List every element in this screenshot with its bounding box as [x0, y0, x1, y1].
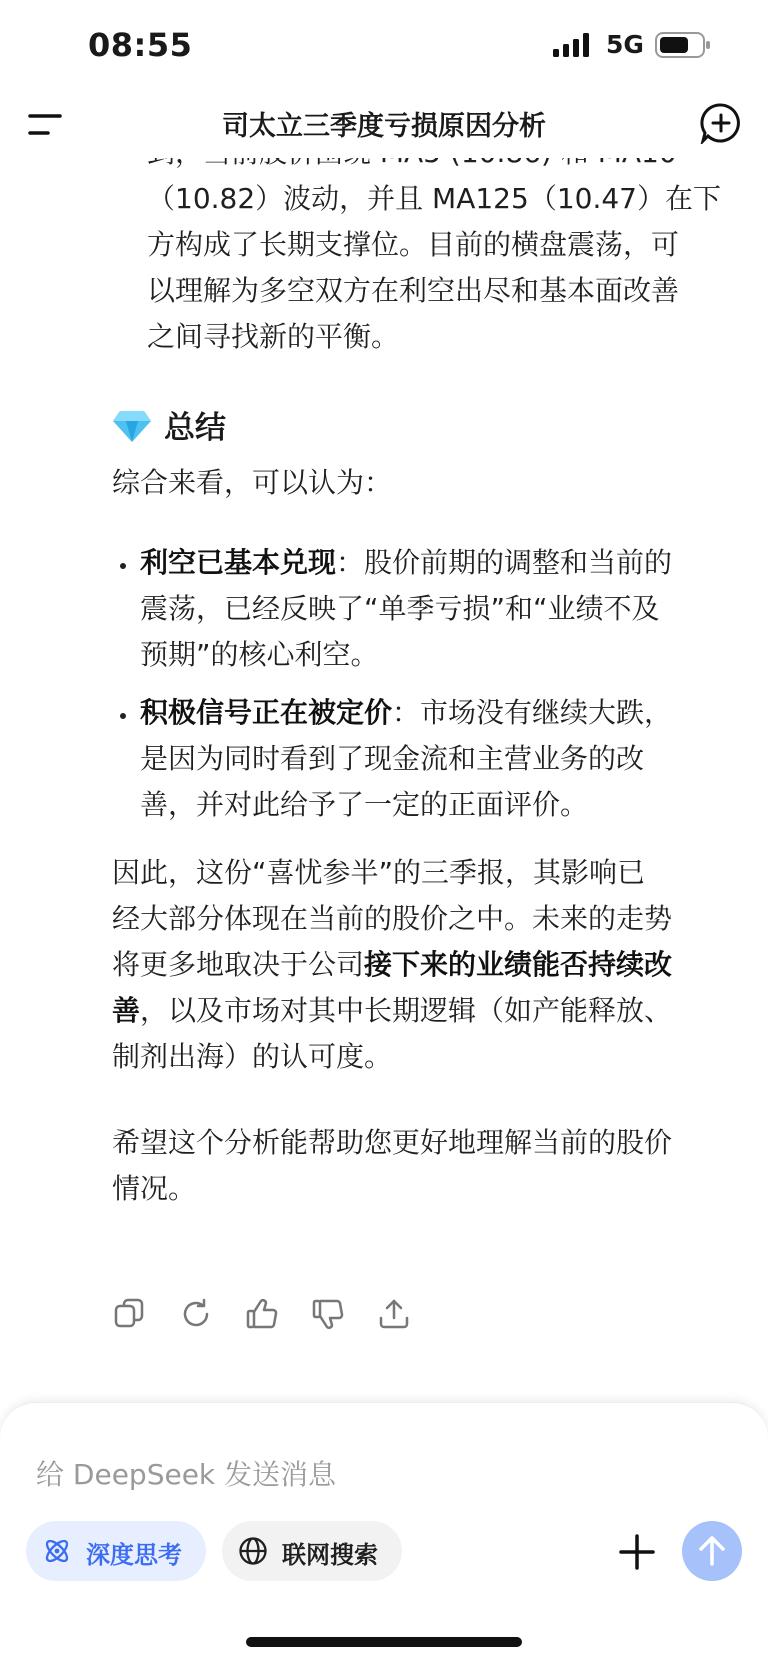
conclusion-bold: 接下来的业绩能否持续改 [364, 948, 673, 981]
thumbs-down-button[interactable] [310, 1296, 346, 1332]
summary-lead: 综合来看，可以认为： [112, 466, 393, 499]
message-text-line: （10.82）波动，并且 MA125（10.47）在下 [147, 182, 721, 215]
new-chat-icon [700, 102, 742, 144]
gem-icon [112, 409, 152, 443]
bullet-item-2-text: ：市场没有继续大跌， [392, 696, 673, 729]
network-type: 5G [606, 30, 644, 59]
cellular-signal-icon [553, 33, 593, 57]
conclusion-line [112, 988, 737, 1034]
thumbs-up-icon [244, 1296, 280, 1332]
message-text-line: 以理解为多空双方在利空出尽和基本面改善 [147, 274, 680, 307]
atom-icon [42, 1536, 72, 1566]
send-button[interactable] [682, 1521, 742, 1581]
copy-icon [112, 1296, 148, 1332]
globe-icon [238, 1536, 268, 1566]
web-search-label: 联网搜索 [282, 1541, 378, 1569]
bullet-item-1-line: 震荡，已经反映了“单季亏损”和“业绩不及 [140, 592, 660, 625]
bullet-item-1-text: ：股价前期的调整和当前的 [336, 546, 673, 579]
conclusion-text: ，以及市场对其中长期逻辑（如产能释放、 [140, 994, 673, 1027]
copy-button[interactable] [112, 1296, 148, 1332]
menu-icon [26, 108, 66, 142]
composer [0, 1402, 768, 1663]
summary-heading-text: 总结 [164, 410, 226, 446]
bullet-item-2-line: 是因为同时看到了现金流和主营业务的改 [140, 742, 645, 775]
conclusion-bold: 善 [112, 994, 141, 1027]
assistant-message [0, 140, 768, 1400]
status-bar [0, 0, 768, 92]
bullet-item-1-line: 预期”的核心利空。 [140, 638, 379, 671]
chat-header [0, 92, 768, 158]
bullet-item-2-line: 善，并对此给予了一定的正面评价。 [140, 788, 589, 821]
bullet-dot [120, 563, 126, 569]
message-input[interactable]: 给 DeepSeek 发送消息 [36, 1458, 337, 1491]
thumbs-up-button[interactable] [244, 1296, 280, 1332]
closing-line: 情况。 [112, 1172, 197, 1205]
conclusion-line: 因此，这份“喜忧参半”的三季报，其影响已 [112, 856, 646, 889]
deep-think-label: 深度思考 [86, 1541, 182, 1569]
conclusion-text: 将更多地取决于公司 [112, 948, 365, 981]
home-indicator [246, 1637, 522, 1647]
share-icon [376, 1296, 412, 1332]
menu-button[interactable] [26, 108, 66, 142]
deep-think-toggle[interactable] [26, 1521, 206, 1581]
thumbs-down-icon [310, 1296, 346, 1332]
regenerate-button[interactable] [178, 1296, 214, 1332]
share-button[interactable] [376, 1296, 412, 1332]
arrow-up-icon [697, 1535, 727, 1567]
page-title: 司太立三季度亏损原因分析 [222, 111, 546, 142]
web-search-toggle[interactable] [222, 1521, 402, 1581]
plus-icon [616, 1531, 658, 1573]
bullet-item-2-line [140, 690, 737, 736]
bullet-item-1-line [140, 540, 737, 586]
attach-button[interactable] [616, 1531, 658, 1573]
conclusion-line: 经大部分体现在当前的股价之中。未来的走势 [112, 902, 673, 935]
conclusion-line: 制剂出海）的认可度。 [112, 1040, 393, 1073]
new-chat-button[interactable] [700, 102, 742, 144]
closing-line: 希望这个分析能帮助您更好地理解当前的股价 [112, 1126, 673, 1159]
message-text-line: 之间寻找新的平衡。 [147, 320, 400, 353]
message-text-line: 方构成了长期支撑位。目前的横盘震荡，可 [147, 228, 680, 261]
battery-icon [655, 32, 711, 58]
bullet-dot [120, 713, 126, 719]
status-time: 08:55 [88, 26, 193, 64]
regenerate-icon [178, 1296, 214, 1332]
conclusion-line [112, 942, 737, 988]
bullet-item-1-bold: 利空已基本兑现 [140, 546, 337, 579]
bullet-item-2-bold: 积极信号正在被定价 [140, 696, 393, 729]
